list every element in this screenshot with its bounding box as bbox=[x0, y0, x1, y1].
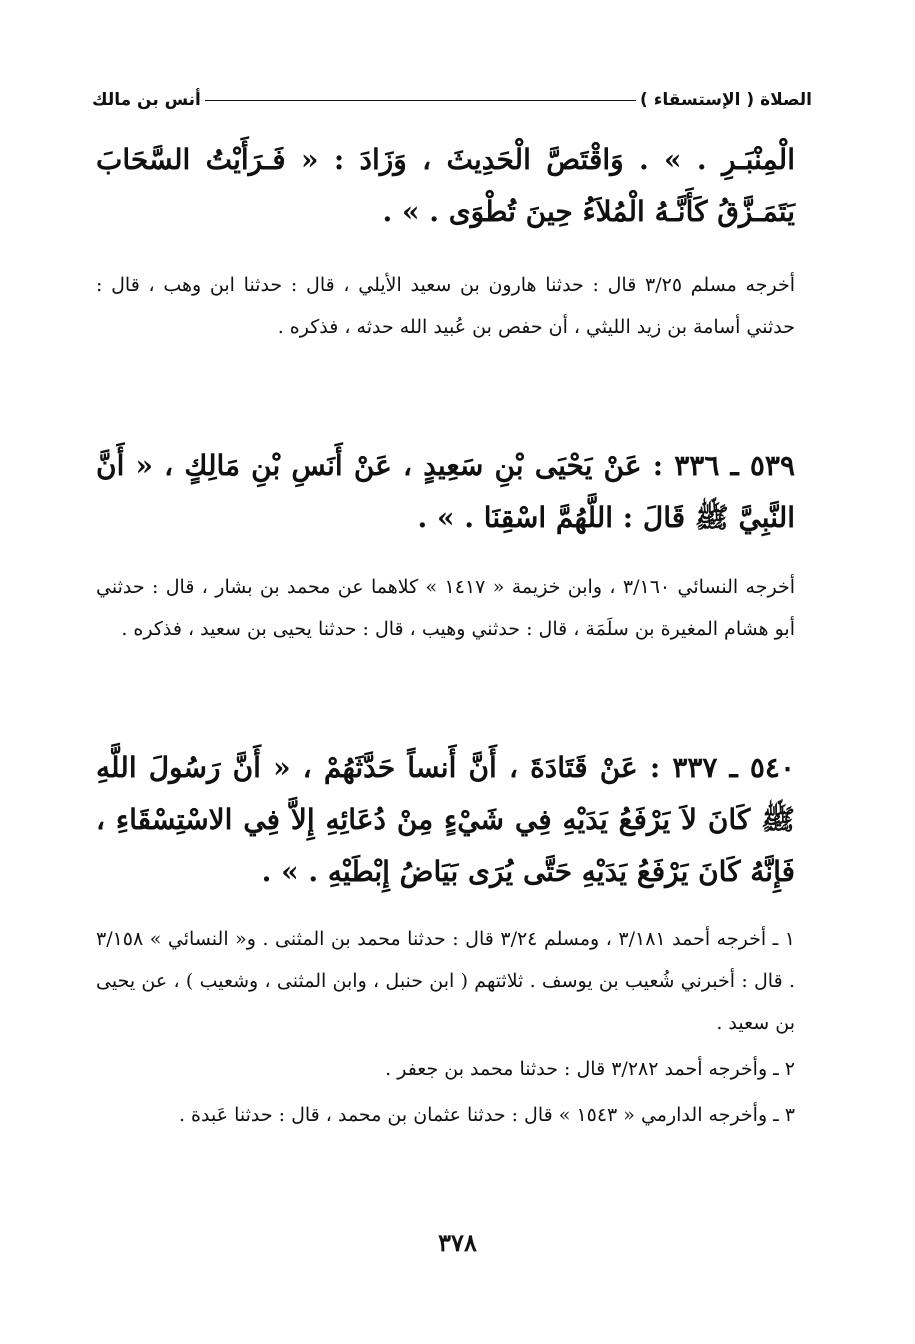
hadith-text: الْمِنْبَـرِ . » . وَاقْتَصَّ الْحَدِيثَ ، وَزَادَ : « فَـرَأَيْتُ السَّحَابَ يَتَمَـزَّقُ كَأَنَّـهُ الْمُلاَءُ حِينَ تُطْوَى . » . bbox=[96, 143, 795, 228]
hadith-text: ٥٤٠ ـ ٣٣٧ : عَنْ قَتَادَةَ ، أَنَّ أَنساً حَدَّثَهُمْ ، « أَنَّ رَسُولَ اللَّهِ ﷺ كَانَ لاَ يَرْفَعُ يَدَيْهِ فِي شَيْءٍ مِنْ دُعَائِهِ إِلاَّ فِي الاسْتِسْقَاءِ ، فَإِنَّهُ كَانَ يَرْفَعُ يَدَيْهِ حَتَّى يُرَى بَيَاضُ إِبْطَيْهِ . » . bbox=[96, 751, 795, 888]
header-rule bbox=[205, 100, 636, 101]
page-number: ٣٧٨ bbox=[438, 1228, 477, 1257]
source-line-2: ٢ ـ وأخرجه أحمد ٣/٢٨٢ قال : حدثنا محمد بن جعفر . bbox=[385, 1058, 795, 1080]
hadith-538-tail bbox=[96, 134, 795, 238]
hadith-539 bbox=[96, 440, 795, 544]
header-narrator: أنس بن مالك bbox=[92, 90, 201, 110]
hadith-539-sources bbox=[96, 566, 795, 650]
hadith-540 bbox=[96, 742, 795, 898]
source-text: أخرجه مسلم ٣/٢٥ قال : حدثنا هارون بن سعيد الأيلي ، قال : حدثنا ابن وهب ، قال : حدثني أسامة بن زيد الليثي ، أن حفص بن عُبيد الله حدثه ، فذكره . bbox=[96, 274, 795, 338]
hadith-540-sources bbox=[96, 918, 795, 1136]
hadith-538-sources bbox=[96, 264, 795, 348]
hadith-text: ٥٣٩ ـ ٣٣٦ : عَنْ يَحْيَى بْنِ سَعِيدٍ ، عَنْ أَنَسِ بْنِ مَالِكٍ ، « أَنَّ النَّبِيَّ ﷺ قَالَ : اللَّهُمَّ اسْقِنَا . » . bbox=[96, 449, 795, 534]
source-text: أخرجه النسائي ٣/١٦٠ ، وابن خزيمة « ١٤١٧ » كلاهما عن محمد بن بشار ، قال : حدثني أبو هشام المغيرة بن سلَمَة ، قال : حدثني وهيب ، قال : حدثنا يحيى بن سعيد ، فذكره . bbox=[96, 576, 795, 640]
header-chapter: الصلاة ( الإستسقاء ) bbox=[640, 90, 812, 110]
source-line-3: ٣ ـ وأخرجه الدارمي « ١٥٤٣ » قال : حدثنا عثمان بن محمد ، قال : حدثنا عَبدة . bbox=[178, 1104, 795, 1126]
running-header bbox=[92, 84, 812, 116]
source-line-1: ١ ـ أخرجه أحمد ٣/١٨١ ، ومسلم ٣/٢٤ قال : حدثنا محمد بن المثنى . و« النسائي » ٣/١٥٨ . قال : أخبرني شُعيب بن يوسف . ثلاثتهم ( ابن حنبل ، وابن المثنى ، وشعيب ) ، عن يحيى بن سعيد . bbox=[96, 928, 795, 1034]
